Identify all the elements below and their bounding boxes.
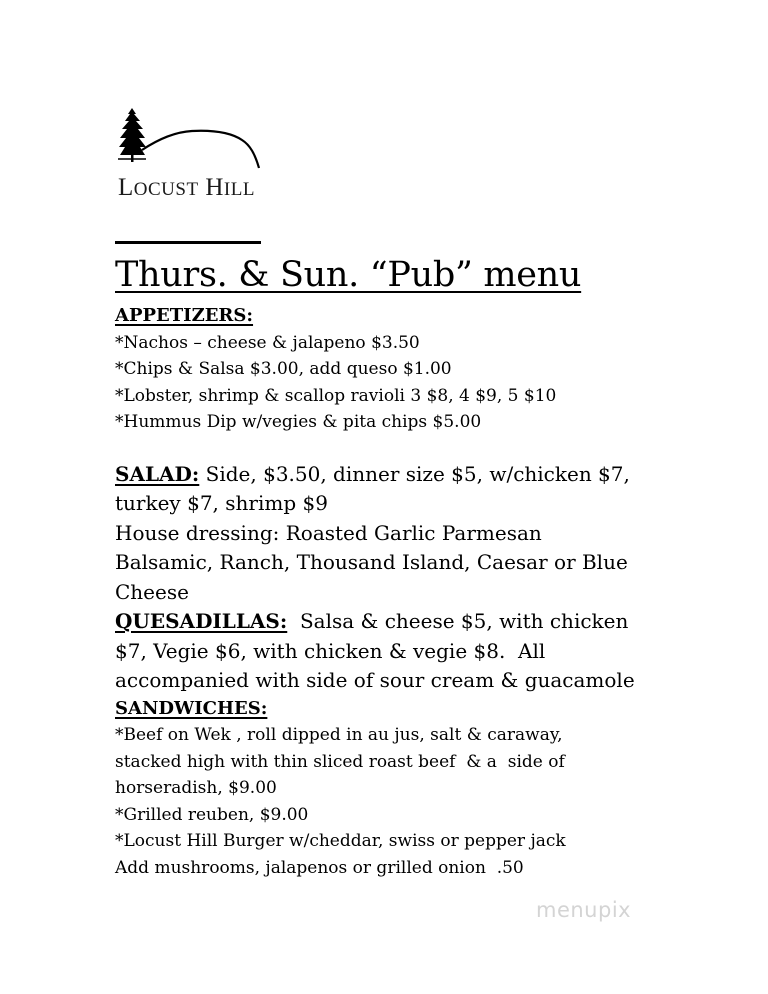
sandwiches-heading: SANDWICHES: [115, 697, 268, 719]
menu-item: *Grilled reuben, $9.00 [115, 804, 309, 825]
menu-item: *Chips & Salsa $3.00, add queso $1.00 [115, 359, 452, 379]
quesadillas-line: accompanied with side of sour cream & guacamole [115, 668, 635, 692]
menu-item: stacked high with thin sliced roast beef & a side of [115, 751, 565, 772]
tree-and-hill-icon [112, 104, 264, 176]
menu-item: *Hummus Dip w/vegies & pita chips $5.00 [115, 412, 482, 432]
menu-item: Add mushrooms, jalapenos or grilled onion .50 [115, 857, 524, 878]
menu-item: *Nachos – cheese & jalapeno $3.50 [115, 332, 420, 353]
watermark: menupix [536, 898, 632, 922]
quesadillas-text: Salsa & cheese $5, with chicken [287, 609, 629, 633]
salad-section [115, 460, 755, 608]
menu-item: *Lobster, shrimp & scallop ravioli 3 $8, 4 $9, 5 $10 [115, 385, 557, 406]
quesadillas-section [115, 607, 755, 696]
quesadillas-heading: QUESADILLAS: [115, 609, 288, 633]
salad-text: Side, $3.50, dinner size $5, w/chicken $7, [199, 461, 630, 486]
appetizers-heading: APPETIZERS: [115, 305, 254, 326]
salad-line: Cheese [115, 579, 189, 604]
salad-heading: SALAD: [115, 461, 200, 486]
salad-line [115, 460, 755, 490]
menu-title: Thurs. & Sun. “Pub” menu [115, 255, 582, 295]
menu-item: horseradish, $9.00 [115, 778, 277, 798]
salad-line: turkey $7, shrimp $9 [115, 491, 328, 515]
quesadillas-line [115, 607, 755, 637]
decorative-rule [115, 241, 261, 244]
salad-line: House dressing: Roasted Garlic Parmesan [115, 520, 542, 545]
sandwiches-section [115, 696, 755, 882]
menu-item: *Locust Hill Burger w/cheddar, swiss or pepper jack [115, 831, 566, 851]
quesadillas-line: $7, Vegie $6, with chicken & vegie $8. All [115, 638, 546, 663]
menu-content [115, 303, 755, 881]
appetizers-section [115, 303, 755, 436]
menu-item: *Beef on Wek , roll dipped in au jus, salt & caraway, [115, 725, 563, 745]
logo-name-render: LOCUST HILL [118, 174, 255, 201]
salad-line: Balsamic, Ranch, Thousand Island, Caesar or Blue [115, 550, 628, 574]
restaurant-logo [112, 104, 264, 204]
logo-text [118, 174, 255, 202]
section-spacer [115, 436, 755, 460]
